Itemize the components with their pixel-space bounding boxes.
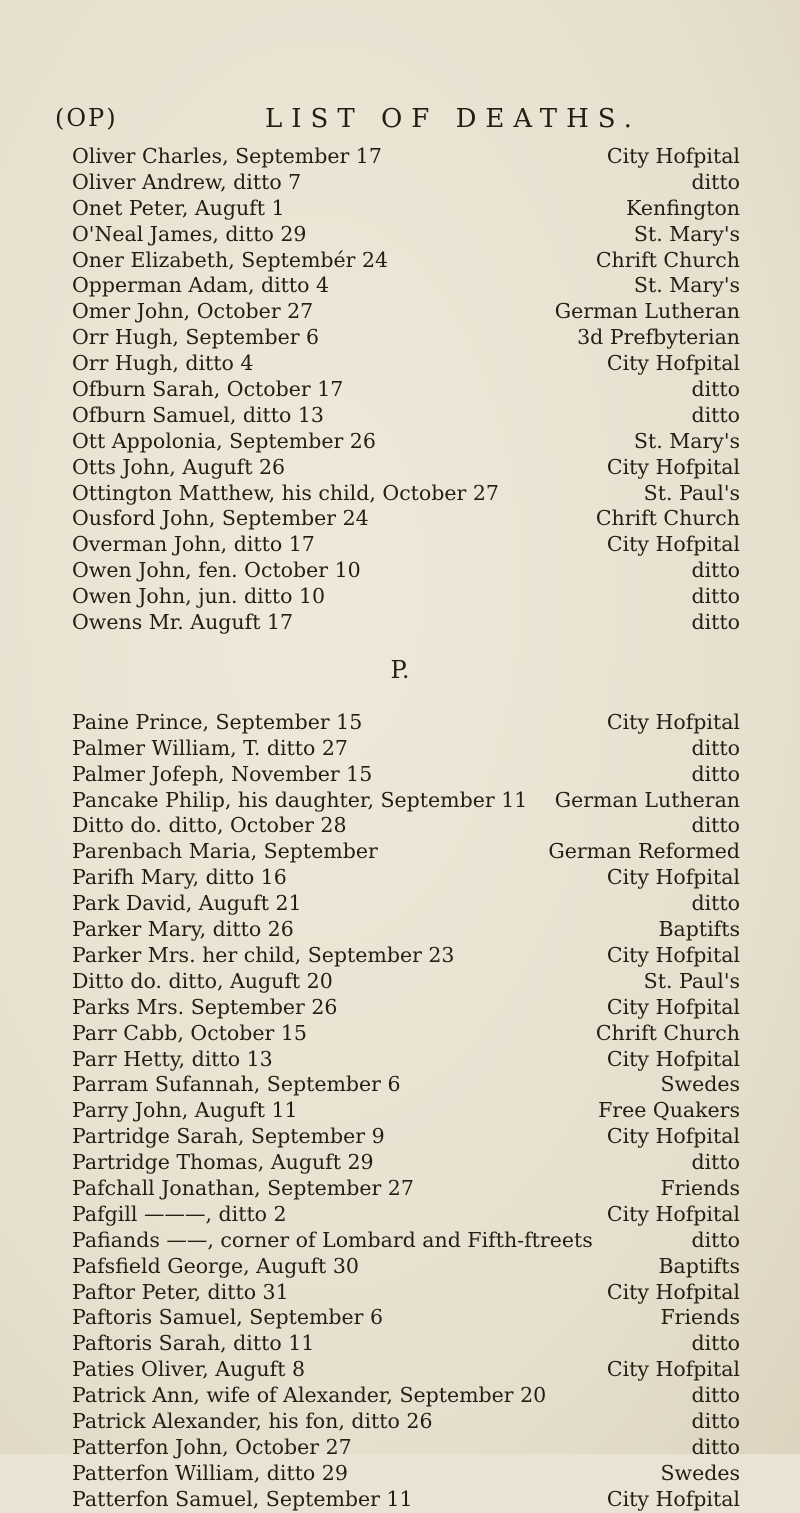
entry-name: Parker Mary, ditto 26 xyxy=(72,917,294,942)
list-item xyxy=(0,1047,800,1073)
section-letter-p: P. xyxy=(390,655,410,684)
entry-burial-place: ditto xyxy=(691,1331,740,1356)
entry-name: Onet Peter, Auguft 1 xyxy=(72,195,285,220)
entry-name: Ottington Matthew, his child, October 27 xyxy=(72,480,499,505)
list-item xyxy=(0,558,800,584)
entry-burial-place: City Hofpital xyxy=(606,1124,740,1149)
entry-name: Park David, Auguft 21 xyxy=(72,891,302,916)
entry-name: Patrick Ann, wife of Alexander, September 20 xyxy=(72,1383,547,1408)
list-item xyxy=(0,1021,800,1047)
entry-burial-place: City Hofpital xyxy=(606,1046,740,1071)
list-item xyxy=(0,144,800,170)
entry-name: Paties Oliver, Auguft 8 xyxy=(72,1357,305,1382)
entry-burial-place: ditto xyxy=(691,813,740,838)
list-item xyxy=(0,969,800,995)
entry-name: Paftoris Sarah, ditto 11 xyxy=(72,1331,315,1356)
entry-burial-place: ditto xyxy=(691,1408,740,1433)
list-item xyxy=(0,762,800,788)
entry-burial-place: Swedes xyxy=(660,1072,740,1097)
entry-name: Paftor Peter, ditto 31 xyxy=(72,1279,289,1304)
entry-burial-place: City Hofpital xyxy=(606,1357,740,1382)
entry-name: Palmer William, T. ditto 27 xyxy=(72,735,348,760)
entry-burial-place: City Hofpital xyxy=(606,1486,740,1511)
entry-burial-place: City Hofpital xyxy=(606,351,740,376)
entry-burial-place: City Hofpital xyxy=(606,942,740,967)
entry-name: Paine Prince, September 15 xyxy=(72,709,363,734)
entry-name: Partridge Thomas, Auguft 29 xyxy=(72,1150,374,1175)
entry-name: Ofburn Samuel, ditto 13 xyxy=(72,402,324,427)
list-item xyxy=(0,1305,800,1331)
entry-burial-place: Chrift Church xyxy=(595,506,740,531)
entry-name: Pafiands ——, corner of Lombard and Fifth-ftreets xyxy=(72,1227,593,1252)
list-item xyxy=(0,222,800,248)
section-p-list xyxy=(0,710,800,1513)
list-item xyxy=(0,1280,800,1306)
entry-burial-place: German Lutheran xyxy=(554,299,740,324)
list-item xyxy=(0,610,800,636)
entry-name: Parenbach Maria, September xyxy=(72,839,378,864)
entry-name: Owen John, fen. October 10 xyxy=(72,558,361,583)
entry-burial-place: ditto xyxy=(691,584,740,609)
entry-name: Otts John, Auguft 26 xyxy=(72,454,286,479)
entry-name: Patrick Alexander, his fon, ditto 26 xyxy=(72,1408,433,1433)
entry-name: Orr Hugh, September 6 xyxy=(72,325,320,350)
entry-burial-place: Baptifts xyxy=(658,917,740,942)
entry-name: Pafchall Jonathan, September 27 xyxy=(72,1175,414,1200)
entry-burial-place: German Lutheran xyxy=(554,787,740,812)
list-item xyxy=(0,788,800,814)
list-item xyxy=(0,455,800,481)
list-item xyxy=(0,813,800,839)
entry-name: Parry John, Auguft 11 xyxy=(72,1098,298,1123)
list-item xyxy=(0,351,800,377)
entry-name: Oner Elizabeth, Septembér 24 xyxy=(72,247,389,272)
list-item xyxy=(0,1435,800,1461)
deaths-list xyxy=(0,144,800,1513)
entry-name: Parks Mrs. September 26 xyxy=(72,994,338,1019)
entry-name: Ditto do. ditto, Auguft 20 xyxy=(72,968,333,993)
entry-name: Parram Sufannah, September 6 xyxy=(72,1072,401,1097)
list-item xyxy=(0,1150,800,1176)
entry-burial-place: City Hofpital xyxy=(606,454,740,479)
entry-name: Ousford John, September 24 xyxy=(72,506,369,531)
entry-burial-place: City Hofpital xyxy=(606,865,740,890)
entry-burial-place: ditto xyxy=(691,610,740,635)
list-item xyxy=(0,1176,800,1202)
entry-burial-place: Kenfington xyxy=(626,195,740,220)
list-item xyxy=(0,170,800,196)
entry-name: Ott Appolonia, September 26 xyxy=(72,428,376,453)
entry-burial-place: ditto xyxy=(691,169,740,194)
entry-burial-place: Chrift Church xyxy=(595,247,740,272)
list-item xyxy=(0,1383,800,1409)
entry-burial-place: ditto xyxy=(691,1383,740,1408)
entry-burial-place: City Hofpital xyxy=(606,994,740,1019)
list-item xyxy=(0,403,800,429)
page-title: LIST OF DEATHS. xyxy=(265,104,641,134)
entry-name: Partridge Sarah, September 9 xyxy=(72,1124,385,1149)
list-item xyxy=(0,943,800,969)
list-item xyxy=(0,917,800,943)
entry-burial-place: ditto xyxy=(691,402,740,427)
entry-burial-place: ditto xyxy=(691,1227,740,1252)
entry-name: Owens Mr. Auguft 17 xyxy=(72,610,294,635)
page-header xyxy=(55,104,755,138)
entry-name: Ditto do. ditto, October 28 xyxy=(72,813,347,838)
list-item xyxy=(0,248,800,274)
entry-burial-place: St. Mary's xyxy=(633,428,740,453)
entry-burial-place: St. Paul's xyxy=(643,480,740,505)
entry-burial-place: Baptifts xyxy=(658,1253,740,1278)
list-item xyxy=(0,1098,800,1124)
section-o-list xyxy=(0,144,800,636)
entry-burial-place: Friends xyxy=(660,1305,740,1330)
list-item xyxy=(0,429,800,455)
entry-name: O'Neal James, ditto 29 xyxy=(72,221,307,246)
list-item xyxy=(0,325,800,351)
entry-name: Pafsfield George, Auguft 30 xyxy=(72,1253,359,1278)
entry-name: Omer John, October 27 xyxy=(72,299,314,324)
entry-burial-place: St. Paul's xyxy=(643,968,740,993)
list-item xyxy=(0,506,800,532)
entry-name: Patterfon Samuel, September 11 xyxy=(72,1486,413,1511)
entry-burial-place: ditto xyxy=(691,735,740,760)
list-item xyxy=(0,1331,800,1357)
list-item xyxy=(0,995,800,1021)
entry-burial-place: St. Mary's xyxy=(633,273,740,298)
entry-burial-place: City Hofpital xyxy=(606,1279,740,1304)
list-item xyxy=(0,736,800,762)
entry-name: Oliver Andrew, ditto 7 xyxy=(72,169,302,194)
entry-name: Paftoris Samuel, September 6 xyxy=(72,1305,384,1330)
entry-name: Patterfon John, October 27 xyxy=(72,1434,352,1459)
entry-burial-place: ditto xyxy=(691,1434,740,1459)
list-item xyxy=(0,710,800,736)
entry-burial-place: 3d Prefbyterian xyxy=(577,325,740,350)
page-reference: (OP) xyxy=(55,104,118,132)
entry-burial-place: ditto xyxy=(691,1150,740,1175)
list-item xyxy=(0,584,800,610)
list-item xyxy=(0,377,800,403)
entry-name: Opperman Adam, ditto 4 xyxy=(72,273,330,298)
entry-name: Orr Hugh, ditto 4 xyxy=(72,351,254,376)
entry-burial-place: ditto xyxy=(691,558,740,583)
list-item xyxy=(0,196,800,222)
list-item xyxy=(0,1409,800,1435)
list-item xyxy=(0,1072,800,1098)
entry-burial-place: City Hofpital xyxy=(606,1201,740,1226)
entry-name: Parr Hetty, ditto 13 xyxy=(72,1046,273,1071)
entry-name: Parifh Mary, ditto 16 xyxy=(72,865,287,890)
list-item xyxy=(0,1357,800,1383)
entry-burial-place: Free Quakers xyxy=(598,1098,740,1123)
entry-burial-place: ditto xyxy=(691,377,740,402)
list-item xyxy=(0,1254,800,1280)
list-item xyxy=(0,839,800,865)
entry-name: Ofburn Sarah, October 17 xyxy=(72,377,344,402)
list-item xyxy=(0,299,800,325)
entry-burial-place: City Hofpital xyxy=(606,709,740,734)
entry-name: Palmer Jofeph, November 15 xyxy=(72,761,373,786)
entry-burial-place: Swedes xyxy=(660,1460,740,1485)
list-item xyxy=(0,865,800,891)
entry-name: Parker Mrs. her child, September 23 xyxy=(72,942,455,967)
entry-burial-place: ditto xyxy=(691,891,740,916)
list-item xyxy=(0,1202,800,1228)
list-item xyxy=(0,481,800,507)
entry-name: Overman John, ditto 17 xyxy=(72,532,315,557)
list-item xyxy=(0,1228,800,1254)
entry-burial-place: Friends xyxy=(660,1175,740,1200)
entry-name: Parr Cabb, October 15 xyxy=(72,1020,307,1045)
list-item xyxy=(0,1124,800,1150)
entry-burial-place: City Hofpital xyxy=(606,144,740,168)
entry-name: Patterfon William, ditto 29 xyxy=(72,1460,348,1485)
entry-name: Pafgill ———, ditto 2 xyxy=(72,1201,287,1226)
entry-burial-place: Chrift Church xyxy=(595,1020,740,1045)
entry-name: Pancake Philip, his daughter, September 11 xyxy=(72,787,528,812)
entry-burial-place: St. Mary's xyxy=(633,221,740,246)
list-item xyxy=(0,532,800,558)
list-item xyxy=(0,1461,800,1487)
list-item xyxy=(0,1487,800,1513)
entry-burial-place: City Hofpital xyxy=(606,532,740,557)
list-item xyxy=(0,273,800,299)
entry-name: Oliver Charles, September 17 xyxy=(72,144,382,168)
list-item xyxy=(0,891,800,917)
section-divider xyxy=(0,636,800,710)
entry-name: Owen John, jun. ditto 10 xyxy=(72,584,326,609)
entry-burial-place: German Reformed xyxy=(548,839,740,864)
entry-burial-place: ditto xyxy=(691,761,740,786)
